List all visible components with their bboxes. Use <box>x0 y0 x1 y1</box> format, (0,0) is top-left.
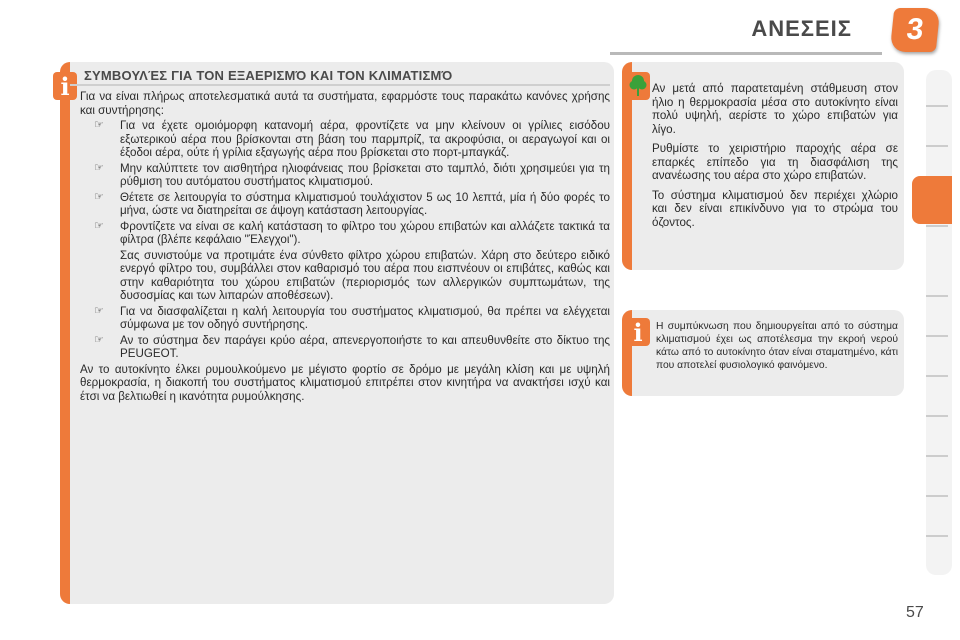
tab-divider <box>926 495 948 497</box>
tab-divider <box>926 295 948 297</box>
title-underline <box>70 84 610 86</box>
list-item-text: Μην καλύπτετε τον αισθητήρα ηλιοφάνειας που βρίσκεται στο ταμπλό, διότι χρησιμεύει για τη ρύθμιση του αυτόματου συστήματος κλιματισμού. <box>120 161 610 188</box>
list-item <box>80 334 610 361</box>
pointing-hand-icon: ☞ <box>94 304 104 317</box>
info-icon: i <box>626 318 650 346</box>
list-item <box>80 119 610 160</box>
pointing-hand-icon: ☞ <box>94 333 104 346</box>
info-icon: i <box>53 72 77 100</box>
list-item-continuation: Σας συνιστούμε να προτιμάτε ένα σύνθετο φίλτρο χώρου επιβατών. Χάρη στο δεύτερο ειδικό ενεργό φίλτρο του, συμβάλλει στον καθαρισμό του αέρα που εισπνέουν οι επιβάτες, καθώς και στην καθαριότητα του χώρου επιβατών (περιορισμός των αλλεργικών συμπτωμάτων, της δυσοσμίας και των λιπαρών αποθέσεων). <box>120 248 610 302</box>
list-item <box>80 162 610 189</box>
pointing-hand-icon: ☞ <box>94 119 104 131</box>
eco-paragraph: Αν μετά από παρατεταμένη στάθμευση στον ήλιο η θερμοκρασία μέσα στο αυτοκίνητο είναι πολύ υψηλή, αερίστε το χώρο επιβατών για λίγο. <box>652 82 898 136</box>
tab-divider <box>926 225 948 227</box>
intro-paragraph: Για να είναι πλήρως αποτελεσματικά αυτά τα συστήματα, εφαρμόστε τους παρακάτω κανόνες χρήσης και συντήρησης: <box>80 90 610 117</box>
pointing-hand-icon: ☞ <box>94 161 104 174</box>
list-item <box>80 220 610 247</box>
tab-divider <box>926 375 948 377</box>
page-number: 57 <box>906 604 924 621</box>
list-item <box>80 191 610 218</box>
main-body <box>80 90 610 405</box>
chapter-badge: 3 <box>890 8 941 52</box>
list-item-text: Για να διασφαλίζεται η καλή λειτουργία του συστήματος κλιματισμού, θα πρέπει να ελέγχεται σύμφωνα με τον οδηγό συντήρησης. <box>120 304 610 331</box>
eco-text <box>652 82 898 235</box>
tab-divider <box>926 105 948 107</box>
pointing-hand-icon: ☞ <box>94 219 104 232</box>
list-item-text: Φροντίζετε να είναι σε καλή κατάσταση το φίλτρο του χώρου επιβατών και αλλάζετε τακτικά τα φίλτρα (βλέπε κεφάλαιο "Έλεγχοι"). <box>120 219 610 246</box>
tab-divider <box>926 415 948 417</box>
condensation-text: Η συμπύκνωση που δημιουργείται από το σύστημα κλιματισμού έχει ως αποτέλεσμα την εκροή νερού κάτω από το αυτοκίνητο όταν είναι σταματημένο, κάτι που αποτελεί φυσιολογικό φαινόμενο. <box>656 321 898 371</box>
active-chapter-tab[interactable] <box>912 176 952 224</box>
pointing-hand-icon: ☞ <box>94 190 104 203</box>
list-item-text: Για να έχετε ομοιόμορφη κατανομή αέρα, φροντίζετε να μην κλείνουν οι γρίλιες εισόδου εξωτερικού αέρα που βρίσκονται στη βάση του παρμπρίζ, τα ακροφύσια, οι αεραγωγοί και οι έξοδοι αέρα, ούτε ή γρίλια εξαγωγής αέρα που βρίσκεται στο πορτ-μπαγκάζ. <box>120 119 610 159</box>
leaf-icon <box>626 72 650 100</box>
tab-divider <box>926 535 948 537</box>
section-title: ΣΥΜΒΟΥΛΈΣ ΓΙΑ ΤΟΝ ΕΞΑΕΡΙΣΜΌ ΚΑΙ ΤΟΝ ΚΛΙΜΑΤΙΣΜΌ <box>84 68 453 83</box>
chapter-title: ΑΝΕΣΕΙΣ <box>751 16 852 41</box>
eco-paragraph: Ρυθμίστε το χειριστήριο παροχής αέρα σε επαρκές επίπεδο για τη διασφάλιση της ανανέωσης του αέρα στο χώρο επιβατών. <box>652 142 898 182</box>
header-divider <box>610 52 882 55</box>
chapter-tabs[interactable] <box>926 70 952 575</box>
list-item-text: Αν το σύστημα δεν παράγει κρύο αέρα, απενεργοποιήστε το και απευθυνθείτε στο δίκτυο της PEUGEOT. <box>120 333 610 360</box>
closing-paragraph: Αν το αυτοκίνητο έλκει ρυμουλκούμενο με μέγιστο φορτίο σε δρόμο με μεγάλη κλίση και με υψηλή θερμοκρασία, η διακοπή του συστήματος κλιματισμού επιτρέπει στον κινητήρα να ανακτήσει ισχύ και έτσι να βελτιωθεί η ικανότητα ρυμούλκησης. <box>80 362 610 403</box>
eco-paragraph: Το σύστημα κλιματισμού δεν περιέχει χλώριο και δεν είναι επικίνδυνο για το στρώμα του όζοντος. <box>652 188 898 229</box>
tab-divider <box>926 455 948 457</box>
list-item-text: Θέτετε σε λειτουργία το σύστημα κλιματισμού τουλάχιστον 5 ως 10 λεπτά, μία ή δύο φορές το μήνα, ώστε να διατηρείται σε άψογη κατάσταση λειτουργίας. <box>120 190 610 217</box>
tab-divider <box>926 145 948 147</box>
tab-divider <box>926 335 948 337</box>
panel-accent-bar <box>60 62 70 604</box>
list-item <box>80 305 610 332</box>
